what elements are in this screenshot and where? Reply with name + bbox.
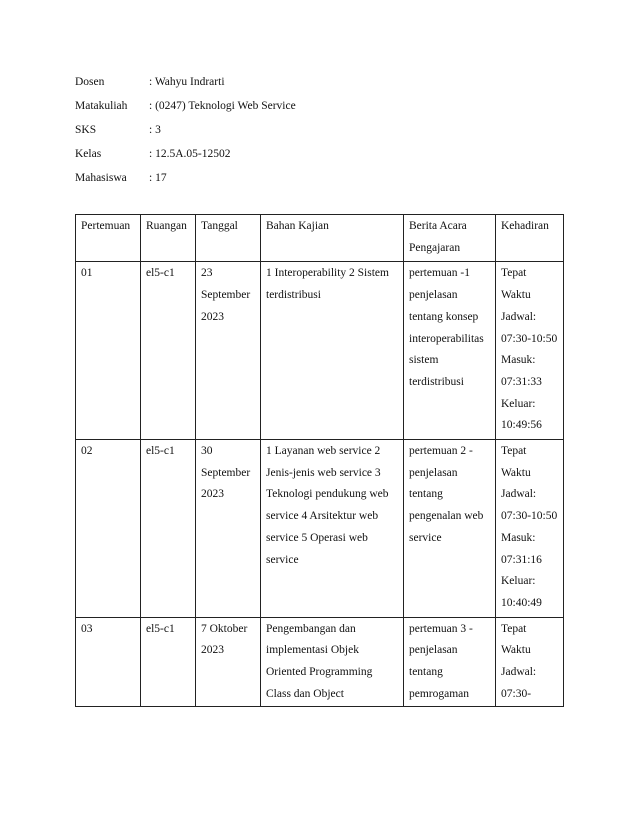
matakuliah-value: : (0247) Teknologi Web Service — [149, 100, 296, 112]
cell-kehadiran: Tepat Waktu Jadwal: 07:30-10:50 Masuk: 07:31:33 Keluar: 10:49:56 — [496, 262, 564, 440]
cell-tanggal-text: 7 Oktober 2023 — [201, 622, 248, 657]
cell-bahan-kajian: 1 Layanan web service 2 Jenis-jenis web service 3 Teknologi pendukung web service 4 Arsitektur web service 5 Operasi web service — [261, 440, 404, 618]
table-row — [76, 617, 564, 706]
matakuliah-label: Matakuliah — [75, 100, 128, 112]
cell-tanggal: 23 September 2023 — [196, 262, 261, 440]
cell-tanggal: 30 September 2023 — [196, 440, 261, 618]
cell-berita-acara: pertemuan 2 - penjelasan tentang pengenalan web service — [404, 440, 496, 618]
cell-ruangan: el5-c1 — [141, 262, 196, 440]
cell-pertemuan-text: 03 — [81, 622, 93, 635]
cell-ruangan: el5-c1 — [141, 440, 196, 618]
cell-kehadiran: Tepat Waktu Jadwal: 07:30-10:50 Masuk: 07:31:16 Keluar: 10:40:49 — [496, 440, 564, 618]
cell-kehadiran-text: Tepat Waktu Jadwal: 07:30- — [501, 622, 537, 700]
cell-pertemuan: 02 — [76, 440, 141, 618]
kelas-row — [75, 144, 296, 168]
cell-bahan-kajian: 1 Interoperability 2 Sistem terdistribusi — [261, 262, 404, 440]
cell-bahan-kajian — [261, 617, 404, 706]
course-info — [75, 72, 296, 192]
header-berita-acara: Berita Acara Pengajaran — [404, 215, 496, 262]
cell-berita-acara — [404, 617, 496, 706]
matakuliah-row — [75, 96, 296, 120]
cell-berita-acara-text: pertemuan 3 - penjelasan tentang pemrogaman — [409, 622, 473, 700]
mahasiswa-value: : 17 — [149, 172, 167, 184]
cell-tanggal — [196, 617, 261, 706]
cell-pertemuan — [76, 617, 141, 706]
meeting-table — [75, 214, 564, 707]
cell-pertemuan: 01 — [76, 262, 141, 440]
table-header-row — [76, 215, 564, 262]
cell-ruangan — [141, 617, 196, 706]
cell-ruangan-text: el5-c1 — [146, 622, 175, 635]
dosen-row — [75, 72, 296, 96]
cell-kehadiran — [496, 617, 564, 706]
table-row — [76, 262, 564, 440]
header-tanggal: Tanggal — [196, 215, 261, 262]
kelas-label: Kelas — [75, 148, 102, 160]
mahasiswa-row — [75, 168, 296, 192]
header-ruangan: Ruangan — [141, 215, 196, 262]
cell-bahan-kajian-text: Pengembangan dan implementasi Objek Oriented Programming Class dan Object — [266, 622, 373, 700]
sks-row — [75, 120, 296, 144]
mahasiswa-label: Mahasiswa — [75, 172, 127, 184]
header-pertemuan: Pertemuan — [76, 215, 141, 262]
sks-value: : 3 — [149, 124, 161, 136]
header-bahan-kajian: Bahan Kajian — [261, 215, 404, 262]
header-kehadiran: Kehadiran — [496, 215, 564, 262]
cell-berita-acara: pertemuan -1 penjelasan tentang konsep interoperabilitas sistem terdistribusi — [404, 262, 496, 440]
dosen-value: : Wahyu Indrarti — [149, 76, 225, 88]
sks-label: SKS — [75, 124, 97, 136]
kelas-value: : 12.5A.05-12502 — [149, 148, 231, 160]
dosen-label: Dosen — [75, 76, 105, 88]
table-row — [76, 440, 564, 618]
